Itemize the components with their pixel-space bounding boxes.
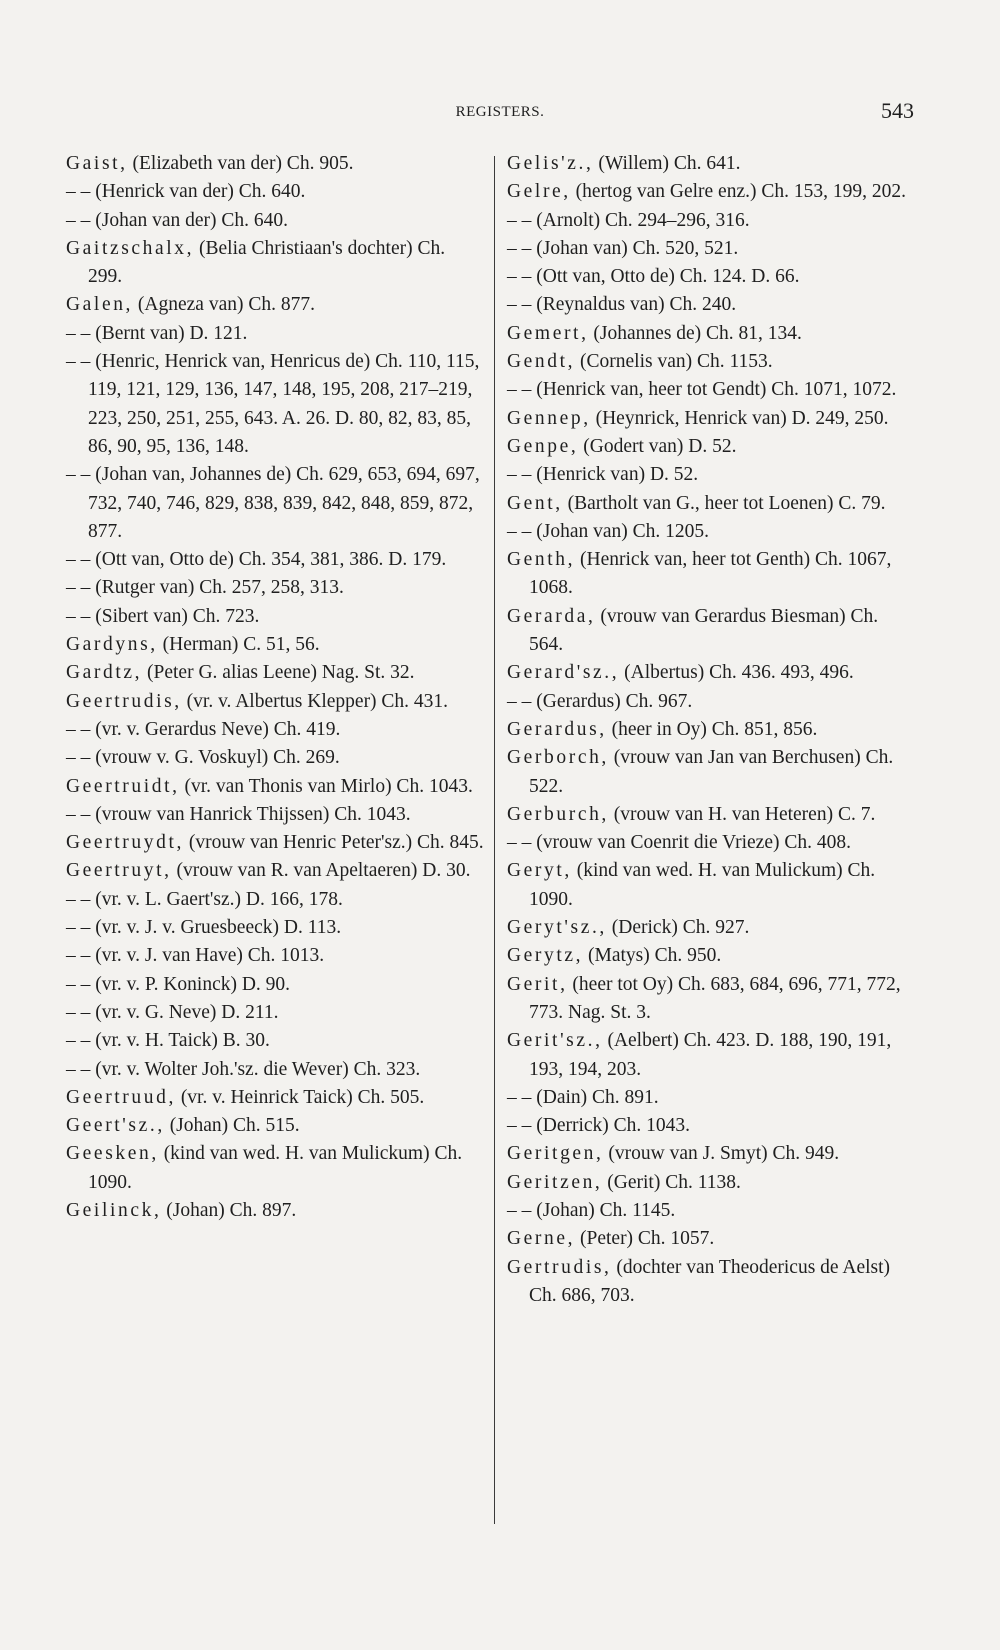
entry-text: (Herman) C. 51, 56. xyxy=(157,634,320,656)
entry-headword: Gemert, xyxy=(507,322,589,344)
index-entry xyxy=(66,1140,484,1197)
entry-text: – – (vr. v. H. Taick) B. 30. xyxy=(66,1030,270,1052)
index-entry xyxy=(507,1112,910,1140)
entry-headword: Gerytz, xyxy=(507,945,584,967)
index-entry xyxy=(507,1197,910,1225)
entry-text: – – (Johan van) Ch. 520, 521. xyxy=(507,237,739,259)
entry-headword: Geertrudis, xyxy=(66,690,182,712)
entry-text: – – (vrouw van Hanrick Thijssen) Ch. 1043. xyxy=(66,803,411,825)
entry-text: – – (vr. v. G. Neve) D. 211. xyxy=(66,1001,279,1023)
entry-headword: Geert'sz., xyxy=(66,1115,165,1137)
entry-text: (Henrick van, heer tot Genth) Ch. 1067, 1068. xyxy=(529,549,897,599)
index-entry xyxy=(66,801,484,829)
entry-headword: Gendt, xyxy=(507,351,576,373)
index-entry xyxy=(66,348,484,461)
index-entry xyxy=(66,546,484,574)
index-entry xyxy=(66,857,484,885)
index-entry xyxy=(507,150,910,178)
entry-headword: Gerit, xyxy=(507,973,568,995)
index-entry xyxy=(66,320,484,348)
entry-headword: Genth, xyxy=(507,549,576,571)
entry-text: – – (Johan van der) Ch. 640. xyxy=(66,209,289,231)
index-entry xyxy=(66,207,484,235)
running-title: REGISTERS. xyxy=(455,104,545,120)
entry-headword: Gelis'z., xyxy=(507,153,594,174)
index-entry xyxy=(507,376,910,404)
entry-headword: Genpe, xyxy=(507,435,579,457)
index-entry xyxy=(507,546,910,603)
entry-text: (Derick) Ch. 927. xyxy=(606,917,750,939)
entry-text: (Matys) Ch. 950. xyxy=(583,945,722,967)
index-entry xyxy=(507,1140,910,1168)
index-entry xyxy=(66,942,484,970)
entry-text: (Bartholt van G., heer tot Loenen) C. 79. xyxy=(562,492,886,514)
entry-text: (dochter van Theodericus de Aelst) Ch. 686, 703. xyxy=(529,1256,895,1306)
entry-text: – – (Bernt van) D. 121. xyxy=(66,322,248,344)
entry-headword: Gerburch, xyxy=(507,803,609,825)
entry-text: – – (Henrick van, heer tot Gendt) Ch. 1071, 1072. xyxy=(507,379,897,401)
index-entry xyxy=(507,1169,910,1197)
entry-text: (Belia Christiaan's dochter) Ch. 299. xyxy=(88,237,450,288)
entry-headword: Gerardus, xyxy=(507,718,607,740)
index-entry xyxy=(507,291,910,319)
entry-headword: Geertruidt, xyxy=(66,775,180,797)
index-entry xyxy=(66,574,484,602)
index-entry xyxy=(66,773,484,801)
entry-text: – – (Arnolt) Ch. 294–296, 316. xyxy=(507,209,750,231)
entry-text: – – (Derrick) Ch. 1043. xyxy=(507,1115,691,1137)
index-entry xyxy=(66,659,484,687)
entry-text: (kind van wed. H. van Mulickum) Ch. 1090. xyxy=(529,860,881,910)
index-entry xyxy=(507,263,910,291)
entry-text: – – (Henrick van) D. 52. xyxy=(507,464,699,486)
left-column xyxy=(66,150,484,1225)
entry-text: – – (Henric, Henrick van, Henricus de) Ch. 110, 115, 119, 121, 129, 136, 147, 148, 195, 208, 217–219, 223, 250, 251, 255, 643. A. 26. D. 80, 82, 83, 85, 86, 90, 95, 136, 148. xyxy=(66,351,485,457)
entry-text: (Aelbert) Ch. 423. D. 188, 190, 191, 193, 194, 203. xyxy=(529,1030,897,1080)
entry-text: (vrouw van H. van Heteren) C. 7. xyxy=(608,803,876,825)
index-entry xyxy=(507,207,910,235)
entry-text: (Elizabeth van der) Ch. 905. xyxy=(127,153,354,174)
index-entry xyxy=(66,886,484,914)
index-entry xyxy=(66,829,484,857)
index-entry xyxy=(66,603,484,631)
entry-headword: Gerard'sz., xyxy=(507,662,620,684)
entry-headword: Gertrudis, xyxy=(507,1256,612,1278)
entry-text: – – (Johan van, Johannes de) Ch. 629, 653, 694, 697, 732, 740, 746, 829, 838, 839, 842, 848, 859, 872, 877. xyxy=(66,464,485,542)
entry-text: (Heynrick, Henrick van) D. 249, 250. xyxy=(590,407,889,429)
entry-headword: Gerit'sz., xyxy=(507,1030,603,1052)
index-entry xyxy=(507,942,910,970)
entry-headword: Geilinck, xyxy=(66,1199,162,1221)
right-column xyxy=(507,150,910,1310)
entry-text: – – (Reynaldus van) Ch. 240. xyxy=(507,294,737,316)
index-entry xyxy=(507,744,910,801)
entry-text: – – (Johan) Ch. 1145. xyxy=(507,1199,676,1221)
entry-headword: Gardtz, xyxy=(66,662,143,684)
entry-headword: Gardyns, xyxy=(66,634,158,656)
entry-text: (heer in Oy) Ch. 851, 856. xyxy=(606,718,818,740)
index-entry xyxy=(66,235,484,292)
index-entry xyxy=(66,716,484,744)
entry-text: (vrouw van Henric Peter'sz.) Ch. 845. xyxy=(183,832,484,854)
index-entry xyxy=(507,518,910,546)
entry-headword: Gent, xyxy=(507,492,563,514)
index-entry xyxy=(507,603,910,660)
entry-text: (Godert van) D. 52. xyxy=(578,435,737,457)
index-entry xyxy=(507,178,910,206)
index-entry xyxy=(507,433,910,461)
entry-headword: Geertruydt, xyxy=(66,832,184,854)
entry-text: – – (Dain) Ch. 891. xyxy=(507,1086,659,1108)
index-entry xyxy=(66,971,484,999)
index-entry xyxy=(507,1027,910,1084)
index-entry xyxy=(507,1084,910,1112)
entry-text: (Cornelis van) Ch. 1153. xyxy=(575,351,773,373)
index-entry xyxy=(507,829,910,857)
entry-text: – – (vr. v. Wolter Joh.'sz. die Wever) Ch. 323. xyxy=(66,1058,421,1080)
entry-headword: Geritgen, xyxy=(507,1143,604,1165)
entry-text: (heer tot Oy) Ch. 683, 684, 696, 771, 772, 773. Nag. St. 3. xyxy=(529,973,906,1023)
entry-text: – – (Rutger van) Ch. 257, 258, 313. xyxy=(66,577,344,599)
entry-headword: Gerborch, xyxy=(507,747,609,769)
entry-text: – – (vr. v. L. Gaert'sz.) D. 166, 178. xyxy=(66,888,343,910)
entry-headword: Gaist, xyxy=(66,153,128,174)
entry-text: – – (Ott van, Otto de) Ch. 354, 381, 386. D. 179. xyxy=(66,549,447,571)
entry-text: (Johan) Ch. 515. xyxy=(164,1115,300,1137)
entry-text: (vrouw van Jan van Berchusen) Ch. 522. xyxy=(529,747,899,797)
entry-headword: Gelre, xyxy=(507,181,571,203)
index-entry xyxy=(507,490,910,518)
entry-text: (Gerit) Ch. 1138. xyxy=(602,1171,741,1193)
entry-text: – – (vr. v. P. Koninck) D. 90. xyxy=(66,973,291,995)
index-entry xyxy=(66,1112,484,1140)
entry-headword: Geryt, xyxy=(507,860,572,882)
entry-text: (vrouw van Gerardus Biesman) Ch. 564. xyxy=(529,605,884,656)
index-entry xyxy=(507,801,910,829)
index-entry xyxy=(507,971,910,1028)
index-entry xyxy=(66,631,484,659)
entry-text: (vr. v. Heinrick Taick) Ch. 505. xyxy=(175,1086,425,1108)
entry-text: – – (vr. v. J. van Have) Ch. 1013. xyxy=(66,945,325,967)
entry-text: (Peter G. alias Leene) Nag. St. 32. xyxy=(142,662,415,684)
index-entry xyxy=(507,688,910,716)
entry-text: – – (Ott van, Otto de) Ch. 124. D. 66. xyxy=(507,266,800,288)
entry-text: (Peter) Ch. 1057. xyxy=(575,1228,715,1250)
index-entry xyxy=(66,914,484,942)
index-entry xyxy=(507,235,910,263)
entry-headword: Geertruyt, xyxy=(66,860,172,882)
index-entry xyxy=(507,461,910,489)
entry-text: – – (Sibert van) Ch. 723. xyxy=(66,605,260,627)
index-entry xyxy=(507,857,910,914)
page-number: 543 xyxy=(881,98,914,123)
entry-text: – – (vrouw van Coenrit die Vrieze) Ch. 408. xyxy=(507,832,851,854)
entry-text: – – (vr. v. Gerardus Neve) Ch. 419. xyxy=(66,718,341,740)
index-entry xyxy=(507,1254,910,1311)
entry-text: (vr. van Thonis van Mirlo) Ch. 1043. xyxy=(179,775,473,797)
index-entry xyxy=(507,716,910,744)
entry-headword: Geritzen, xyxy=(507,1171,603,1193)
index-entry xyxy=(66,291,484,319)
index-entry xyxy=(507,659,910,687)
entry-text: (Willem) Ch. 641. xyxy=(593,153,741,174)
entry-headword: Gerarda, xyxy=(507,605,596,627)
entry-text: (Johan) Ch. 897. xyxy=(161,1199,297,1221)
index-entry xyxy=(507,1225,910,1253)
index-entry xyxy=(507,320,910,348)
index-entry xyxy=(66,1084,484,1112)
entry-text: (vrouw van R. van Apeltaeren) D. 30. xyxy=(171,860,471,882)
index-entry xyxy=(507,405,910,433)
index-entry xyxy=(507,348,910,376)
entry-text: (Albertus) Ch. 436. 493, 496. xyxy=(619,662,854,684)
entry-headword: Geesken, xyxy=(66,1143,159,1165)
page-header xyxy=(60,98,940,128)
index-entry xyxy=(66,1027,484,1055)
entry-text: (hertog van Gelre enz.) Ch. 153, 199, 202. xyxy=(570,181,906,203)
index-entry xyxy=(66,461,484,546)
entry-headword: Galen, xyxy=(66,294,134,316)
entry-headword: Geryt'sz., xyxy=(507,917,607,939)
entry-headword: Gerne, xyxy=(507,1228,576,1250)
index-entry xyxy=(507,914,910,942)
entry-text: – – (vr. v. J. v. Gruesbeeck) D. 113. xyxy=(66,917,342,939)
entry-text: (kind van wed. H. van Mulickum) Ch. 1090. xyxy=(88,1143,467,1193)
column-divider xyxy=(494,156,495,1524)
entry-text: (Johannes de) Ch. 81, 134. xyxy=(588,322,802,344)
entry-text: – – (Gerardus) Ch. 967. xyxy=(507,690,693,712)
index-entry xyxy=(66,999,484,1027)
entry-headword: Gaitzschalx, xyxy=(66,237,195,259)
entry-text: – – (vrouw v. G. Voskuyl) Ch. 269. xyxy=(66,747,340,769)
index-entry xyxy=(66,688,484,716)
entry-headword: Geertruud, xyxy=(66,1086,176,1108)
entry-text: (vr. v. Albertus Klepper) Ch. 431. xyxy=(181,690,449,712)
entry-headword: Gennep, xyxy=(507,407,591,429)
index-entry xyxy=(66,744,484,772)
index-entry xyxy=(66,150,484,178)
entry-text: – – (Johan van) Ch. 1205. xyxy=(507,520,710,542)
entry-text: – – (Henrick van der) Ch. 640. xyxy=(66,181,306,203)
index-entry xyxy=(66,178,484,206)
index-entry xyxy=(66,1056,484,1084)
index-entry xyxy=(66,1197,484,1225)
entry-text: (Agneza van) Ch. 877. xyxy=(133,294,315,316)
entry-text: (vrouw van J. Smyt) Ch. 949. xyxy=(603,1143,840,1165)
